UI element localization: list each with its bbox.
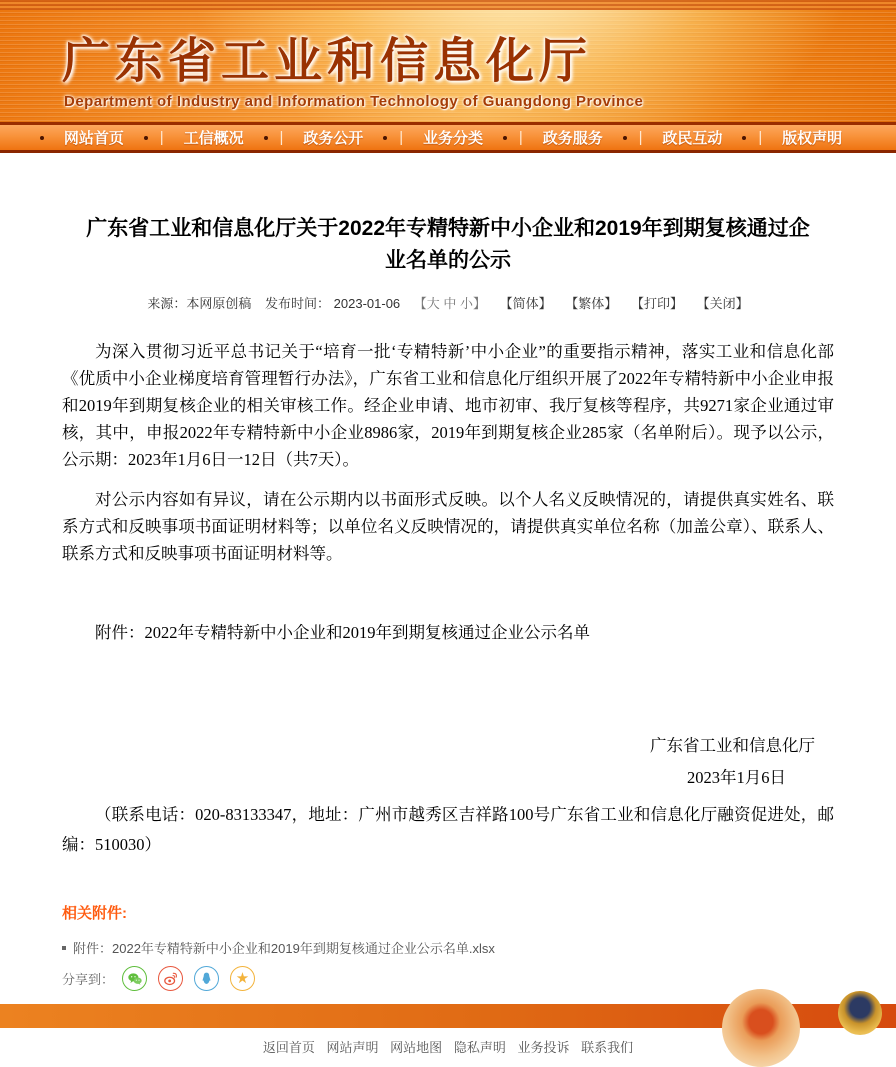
nav-item-overview[interactable]: 工信概况 [183, 130, 244, 147]
paragraph-1: 为深入贯彻习近平总书记关于“培育一批‘专精特新’中小企业”的重要指示精神，落实工业和信息化部《优质中小企业梯度培育管理暂行办法》，广东省工业和信息化厅组织开展了2022年专精特新中小企业申报和2019年到期复核企业的相关审核工作。经企业申请、地市初审、我厅复核等程序，共9271家企业通过审核，其中，申报2022年专精特新中小企业8986家，2019年到期复核企业285家（名单附后）。现予以公示，公示期：2023年1月6日一12日（共7天）。 [62, 342, 834, 469]
signature: 广东省工业和信息化厅 [650, 736, 815, 755]
share-label: 分享到： [62, 972, 115, 987]
contact-info: （联系电话：020-83133347，地址：广州市越秀区吉祥路100号广东省工业和信息化厅融资促进处，邮编：510030） [62, 805, 834, 854]
site-banner [0, 0, 896, 122]
paragraph-2: 对公示内容如有异议，请在公示期内以书面形式反映。以个人名义反映情况的，请提供真实姓名、联系方式和反映事项书面证明材料等；以单位名义反映情况的，请提供真实单位名称（加盖公章）、联系人、联系方式和反映事项书面证明材料等。 [62, 490, 834, 563]
footer-link-home[interactable]: 返回首页 [262, 1040, 315, 1055]
wechat-icon [127, 971, 143, 987]
article-content [0, 213, 896, 991]
page-title: 广东省工业和信息化厅关于2022年专精特新中小企业和2019年到期复核通过企业名单的公示 [86, 217, 810, 272]
footer-link-sitemap[interactable]: 网站地图 [390, 1040, 443, 1055]
share-wechat-button[interactable] [122, 966, 147, 991]
nav-bullet-icon [40, 136, 44, 140]
close-button[interactable]: 【关闭】 [696, 296, 749, 311]
gov-badge-logo[interactable] [722, 989, 800, 1067]
article-meta [62, 293, 834, 312]
qq-icon [199, 971, 214, 986]
nav-separator: | [144, 129, 164, 146]
footer-link-contact[interactable]: 联系我们 [581, 1040, 634, 1055]
source-label: 来源：本网原创稿 [147, 296, 252, 311]
nav-separator: | [383, 129, 403, 146]
font-size-switch[interactable]: 【大 中 小】 [413, 296, 487, 311]
nav-item-copyright[interactable]: 版权声明 [782, 130, 843, 147]
related-attachments-heading: 相关附件: [62, 905, 127, 922]
footer-link-complaint[interactable]: 业务投诉 [517, 1040, 570, 1055]
main-nav [0, 122, 896, 153]
share-qq-button[interactable] [194, 966, 219, 991]
nav-separator: | [503, 129, 523, 146]
traditional-button[interactable]: 【繁体】 [565, 296, 618, 311]
attachment-link-label: 附件：2022年专精特新中小企业和2019年到期复核通过企业公示名单.xlsx [73, 941, 495, 956]
attachment-line: 附件：2022年专精特新中小企业和2019年到期复核通过企业公示名单 [95, 623, 590, 642]
article-body [62, 338, 834, 860]
simplified-button[interactable]: 【简体】 [499, 296, 552, 311]
footer-link-statement[interactable]: 网站声明 [326, 1040, 379, 1055]
document-date: 2023年1月6日 [687, 768, 786, 787]
share-qzone-button[interactable] [230, 966, 255, 991]
nav-separator: | [742, 129, 762, 146]
footer-link-privacy[interactable]: 隐私声明 [453, 1040, 506, 1055]
nav-item-home[interactable]: 网站首页 [63, 130, 124, 147]
gov-emblem-logo[interactable] [838, 991, 882, 1035]
square-bullet-icon [62, 946, 66, 950]
nav-item-business[interactable]: 业务分类 [423, 130, 484, 147]
weibo-icon [163, 971, 179, 987]
site-title: 广东省工业和信息化厅 [62, 35, 593, 88]
qzone-star-icon: ★ [235, 970, 250, 987]
publish-time: 发布时间： 2023-01-06 [265, 296, 401, 311]
print-button[interactable]: 【打印】 [630, 296, 683, 311]
share-weibo-button[interactable] [158, 966, 183, 991]
share-row [62, 966, 834, 991]
nav-separator: | [264, 129, 284, 146]
nav-item-services[interactable]: 政务服务 [542, 130, 603, 147]
nav-separator: | [623, 129, 643, 146]
site-subtitle: Department of Industry and Information Technology of Guangdong Province [64, 93, 644, 110]
nav-item-gov-affairs[interactable]: 政务公开 [303, 130, 364, 147]
nav-item-interaction[interactable]: 政民互动 [662, 130, 723, 147]
attachment-link[interactable] [62, 938, 834, 957]
